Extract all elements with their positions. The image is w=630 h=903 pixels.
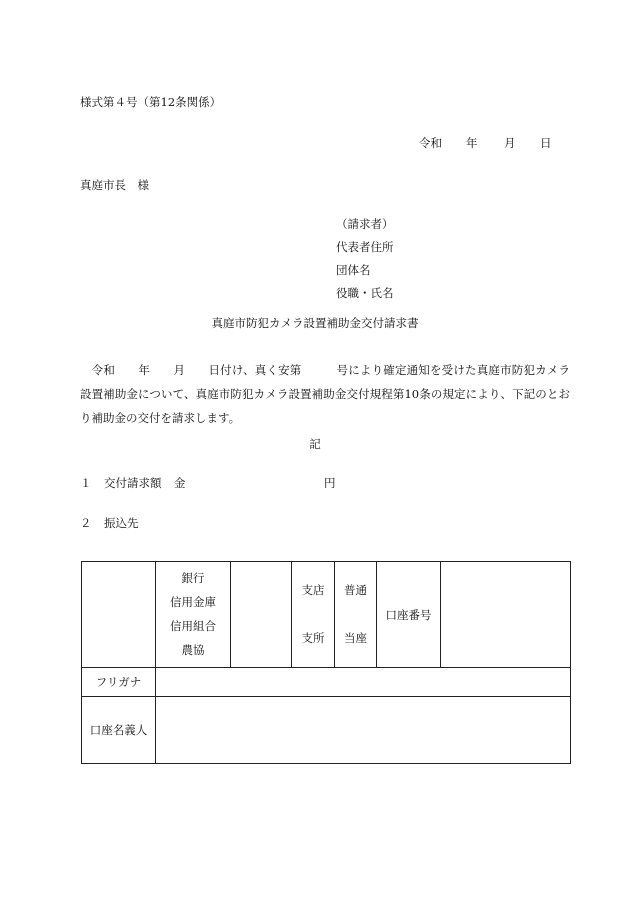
bank-type-4: 農協 [181,642,205,657]
account-type-cell [335,562,377,668]
account-number-cell[interactable] [441,562,571,668]
item1-kin: 金 [174,476,186,490]
date-day: 日 [540,136,552,150]
account-type-1: 普通 [344,582,367,597]
branch-type-1: 支店 [301,582,325,597]
claimant-label: （請求者） [336,217,394,231]
date-year: 年 [466,136,478,150]
item1-number: １ [80,476,92,490]
item2-label: 振込先 [104,516,139,530]
claimant-block [336,219,394,311]
bank-type-3: 信用組合 [170,618,216,633]
furigana-label: フリガナ [82,668,156,697]
org-label: 団体名 [336,263,371,277]
address-label: 代表者住所 [336,240,394,254]
bank-table [81,561,571,764]
name-label: 役職・氏名 [336,286,394,300]
bank-type-1: 銀行 [181,570,205,585]
ki-heading: 記 [309,437,321,451]
date-era: 令和 [419,136,442,150]
branch-name-cell[interactable] [231,562,292,668]
account-number-label: 口座番号 [377,562,441,668]
account-type-2: 当座 [344,630,367,645]
furigana-field[interactable] [156,668,571,697]
item1-label: 交付請求額 [104,476,162,490]
branch-type-cell [292,562,335,668]
bank-type-cell [156,562,231,668]
addressee: 真庭市長 様 [80,178,149,192]
body-text: 令和 年 月 日付け、真く安第 号により確定通知を受けた真庭市防犯カメラ設置補助金について、真庭市防犯カメラ設置補助金交付規程第10条の規定により、下記のとおり補助金の交付を請求します。 [80,363,570,425]
holder-field[interactable] [156,697,571,764]
form-number: 様式第４号（第12条関係） [80,95,222,109]
bank-name-cell[interactable] [82,562,156,668]
item2-number: ２ [80,516,92,530]
bank-type-2: 信用金庫 [170,594,216,609]
item1-yen: 円 [324,476,336,490]
date-month: 月 [504,136,516,150]
document-title: 真庭市防犯カメラ設置補助金交付請求書 [211,316,419,330]
holder-label: 口座名義人 [82,697,156,764]
branch-type-2: 支所 [301,630,325,645]
body-paragraph [80,358,570,430]
